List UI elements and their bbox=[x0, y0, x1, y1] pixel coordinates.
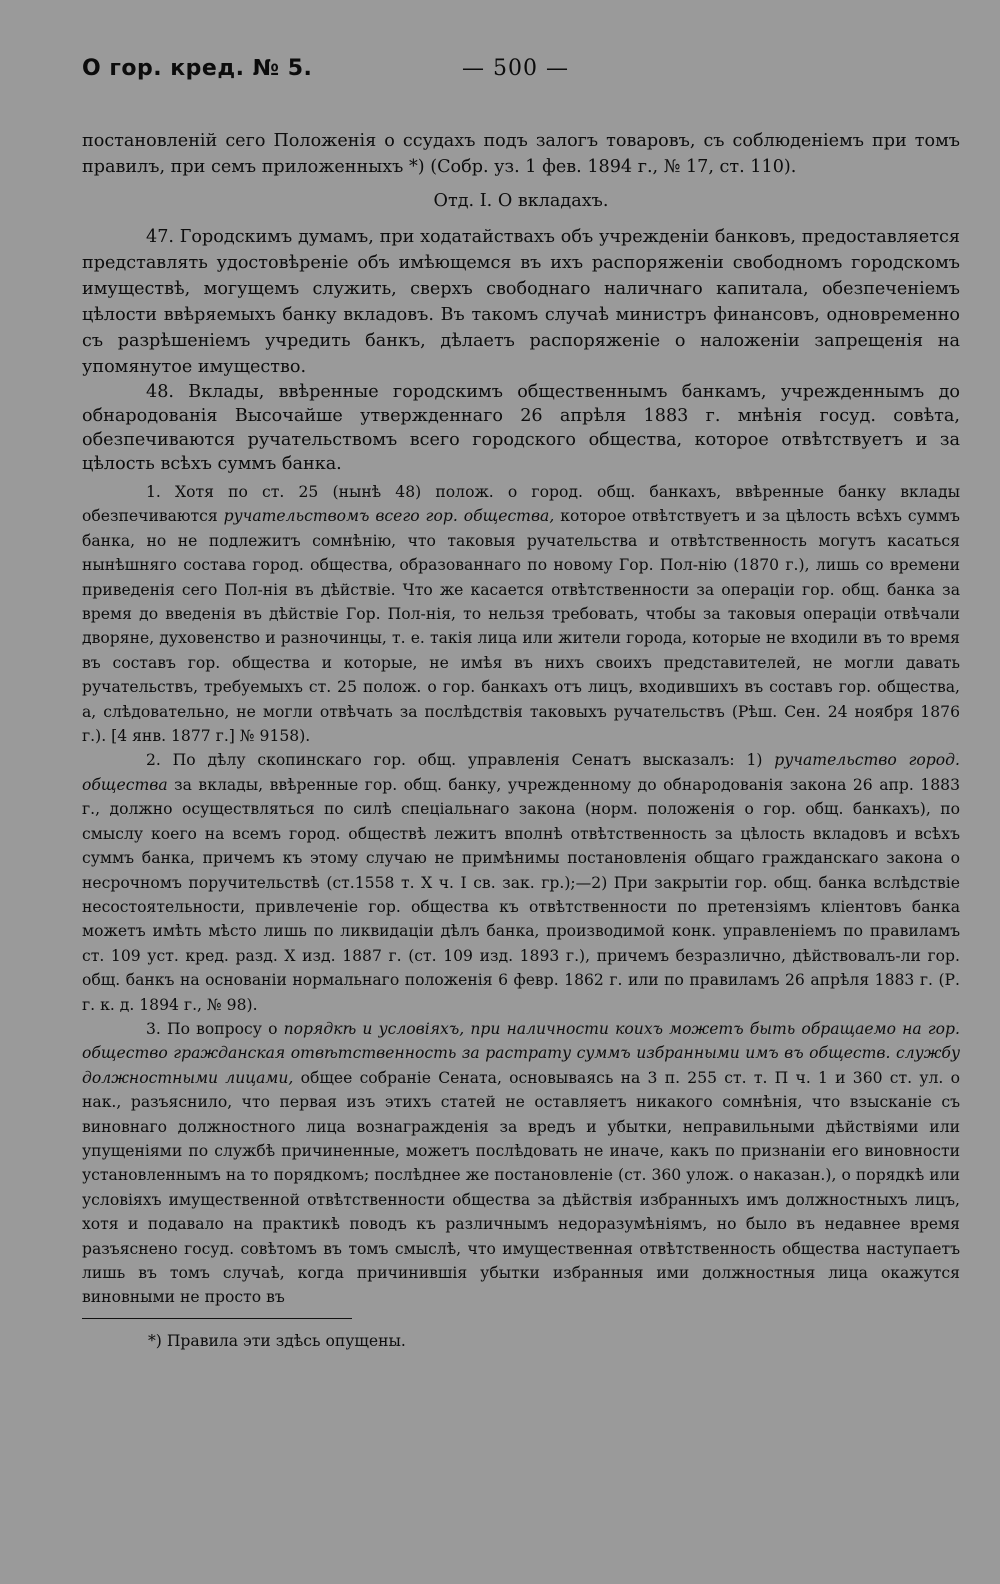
note-2-emphasis: ручательство город. общества bbox=[82, 751, 960, 794]
note-3-emphasis: порядкѣ и условiяхъ, при наличности коихъ можетъ быть обращаемо на гор. общество гражданская отвѣтственность за растрату суммъ избранными имъ въ обществ. службу должностными лицами, bbox=[82, 1019, 960, 1087]
section-title: Отд. I. О вкладахъ. bbox=[433, 191, 609, 211]
note-2 bbox=[82, 748, 960, 1016]
article-48: 48. Вклады, ввѣренные городскимъ общественнымъ банкамъ, учрежденнымъ до обнародованiя Высочайше утвержденнаго 26 апрѣля 1883 г. мнѣнiя госуд. совѣта, обезпечиваются ручательствомъ всего городского общества, которое отвѣтствуетъ и за цѣлость всѣхъ суммъ банка. bbox=[82, 382, 960, 474]
footnote: *) Правила эти здѣсь опущены. bbox=[148, 1331, 406, 1350]
running-head: О гор. кред. № 5. bbox=[82, 56, 313, 81]
note-2-text-c: за вклады, ввѣренные гор. общ. банку, учрежденному до обнародованiя закона 26 апр. 1883 г., должно осуществляться по силѣ спецiальнаго закона (норм. положенiя о гор. общ. банкахъ), по смыслу коего на всемъ город. обществѣ лежитъ вполнѣ отвѣтственность за цѣлость вкладовъ и всѣхъ суммъ банка, причемъ къ этому случаю не примѣнимы постановленiя общаго гражданскаго закона о несрочномъ поручительствѣ (ст.1558 т. X ч. I св. зак. гр.);—2) При закрытiи гор. общ. банка вслѣдствiе несостоятельности, привлеченiе гор. общества къ отвѣтственности по претензiямъ клiентовъ банка можетъ имѣть мѣсто лишь по ликвидацiи дѣлъ банка, производимой конк. управленiемъ по правиламъ ст. 109 уст. кред. разд. X изд. 1887 г. (ст. 109 изд. 1893 г.), причемъ безразлично, дѣйствовалъ-ли гор. общ. банкъ на основанiи нормальнаго положенiя 6 февр. 1862 г. или по правиламъ 26 апрѣля 1883 г. (Р. г. к. д. 1894 г., № 98). bbox=[82, 775, 960, 1014]
note-1-emphasis: ручательствомъ всего гор. общества, bbox=[223, 507, 555, 526]
note-1-text-c: которое отвѣтствуетъ и за цѣлость всѣхъ суммъ банка, но не подлежитъ сомнѣнiю, что таковыя ручательства и отвѣтственность могутъ касаться нынѣшняго состава город. общества, образованнаго по новому Гор. Пол-нiю (1870 г.), лишь со времени приведенiя сего Пол-нiя въ дѣйствiе. Что же касается отвѣтственности за операцiи гор. общ. банка за время до введенiя въ дѣйствiе Гор. Пол-нiя, то нельзя требовать, чтобы за таковыя операцiи отвѣчали дворяне, духовенство и разночинцы, т. е. такiя лица или жители города, которые не входили въ то время въ составъ гор. общества и которые, не имѣя въ нихъ своихъ представителей, не могли давать ручательствъ, требуемыхъ ст. 25 полож. о гор. банкахъ отъ лицъ, входившихъ въ составъ гор. общества, а, слѣдовательно, не могли отвѣчать за послѣдствiя таковыхъ ручательствъ (Рѣш. Сен. 24 ноября 1876 г.). [4 янв. 1877 г.] № 9158). bbox=[82, 507, 960, 746]
note-2-text-a: 2. По дѣлу скопинскаго гор. общ. управленiя Сенатъ высказалъ: 1) bbox=[146, 751, 775, 770]
page bbox=[82, 56, 960, 1536]
note-3-text-a: 3. По вопросу о bbox=[146, 1019, 284, 1038]
note-3 bbox=[82, 1017, 960, 1310]
page-number: — 500 — bbox=[462, 56, 569, 81]
article-47: 47. Городскимъ думамъ, при ходатайствахъ объ учрежденiи банковъ, предоставляется представлять удостовѣренiе объ имѣющемся въ ихъ распоряженiи свободномъ городскомъ имуществѣ, могущемъ служить, сверхъ свободнаго наличнаго капитала, обезпеченiемъ цѣлости ввѣряемыхъ банку вкладовъ. Въ такомъ случаѣ министръ финансовъ, одновременно съ разрѣшенiемъ учредить банкъ, дѣлаетъ распоряженiе о наложенiи запрещенiя на упомянутое имущество. bbox=[82, 227, 960, 377]
note-1 bbox=[82, 480, 960, 748]
footnote-divider bbox=[82, 1318, 352, 1319]
note-1-text-a: 1. Хотя по ст. 25 (нынѣ 48) полож. о город. общ. банкахъ, ввѣренные банку вклады обезпечиваются bbox=[82, 483, 960, 526]
page-header bbox=[82, 56, 960, 92]
intro-paragraph: постановленiй сего Положенiя о ссудахъ подъ залогъ товаровъ, съ соблюденiемъ при томъ правилъ, при семъ приложенныхъ *) (Собр. уз. 1 фев. 1894 г., № 17, ст. 110). bbox=[82, 131, 960, 177]
note-3-text-c: общее собранiе Сената, основываясь на 3 п. 255 ст. т. П ч. 1 и 360 ст. ул. о нак., разъяснило, что первая изъ этихъ статей не оставляетъ никакого сомнѣнiя, что взысканiе съ виновнаго должностного лица вознагражденiя за вредъ и убытки, неправильными дѣйствiями или упущенiями по службѣ причиненные, можетъ послѣдовать не иначе, какъ по признанiи его виновности установленнымъ на то порядкомъ; послѣднее же постановленiе (ст. 360 улож. о наказан.), о порядкѣ или условiяхъ имущественной отвѣтственности общества за дѣйствiя избранныхъ имъ должностныхъ лицъ, хотя и подавало на практикѣ поводъ къ различнымъ недоразумѣнiямъ, но было въ недавнее время разъяснено госуд. совѣтомъ въ томъ смыслѣ, что имущественная отвѣтственность общества наступаетъ лишь въ томъ случаѣ, когда причинившiя убытки избранныя ими должностныя лица окажутся виновными не просто въ bbox=[82, 1068, 961, 1307]
